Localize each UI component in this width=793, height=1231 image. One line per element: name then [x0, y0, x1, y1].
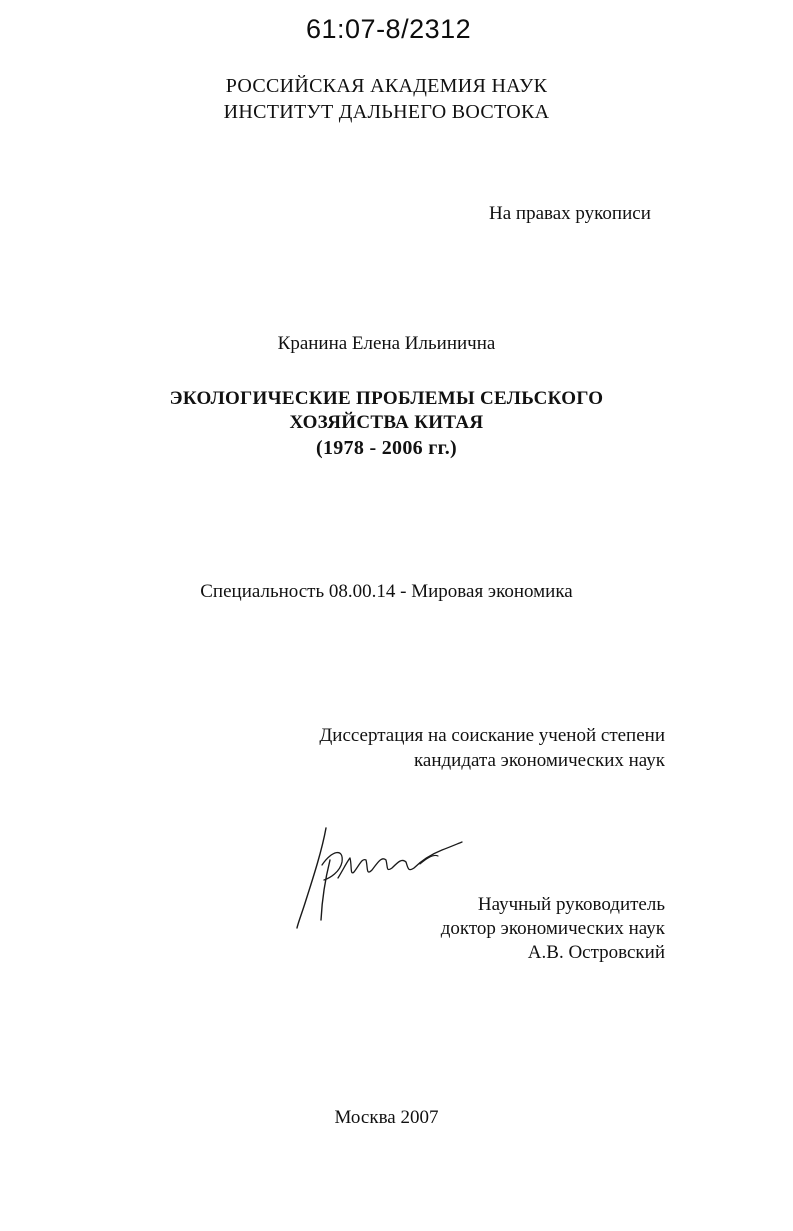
supervisor-degree: доктор экономических наук — [440, 918, 665, 939]
supervisor-name: А.В. Островский — [527, 942, 665, 963]
author-name: Кранина Елена Ильинична — [277, 333, 496, 354]
organization-line-1: РОССИЙСКАЯ АКАДЕМИЯ НАУК — [225, 75, 548, 97]
title-line-1: ЭКОЛОГИЧЕСКИЕ ПРОБЛЕМЫ СЕЛЬСКОГО — [169, 388, 604, 409]
title-line-2: ХОЗЯЙСТВА КИТАЯ — [289, 412, 484, 433]
supervisor-role: Научный руководитель — [477, 894, 665, 915]
dissertation-line-1: Диссертация на соискание ученой степени — [319, 725, 665, 746]
specialty: Специальность 08.00.14 - Мировая экономика — [200, 581, 573, 602]
title-line-3: (1978 - 2006 гг.) — [316, 437, 457, 459]
rights-note: На правах рукописи — [489, 203, 651, 224]
organization-line-2: ИНСТИТУТ ДАЛЬНЕГО ВОСТОКА — [223, 101, 550, 123]
dissertation-line-2: кандидата экономических наук — [413, 750, 665, 771]
archive-stamp-code: 61:07-8/2312 — [306, 14, 472, 44]
place-and-year: Москва 2007 — [334, 1107, 439, 1128]
